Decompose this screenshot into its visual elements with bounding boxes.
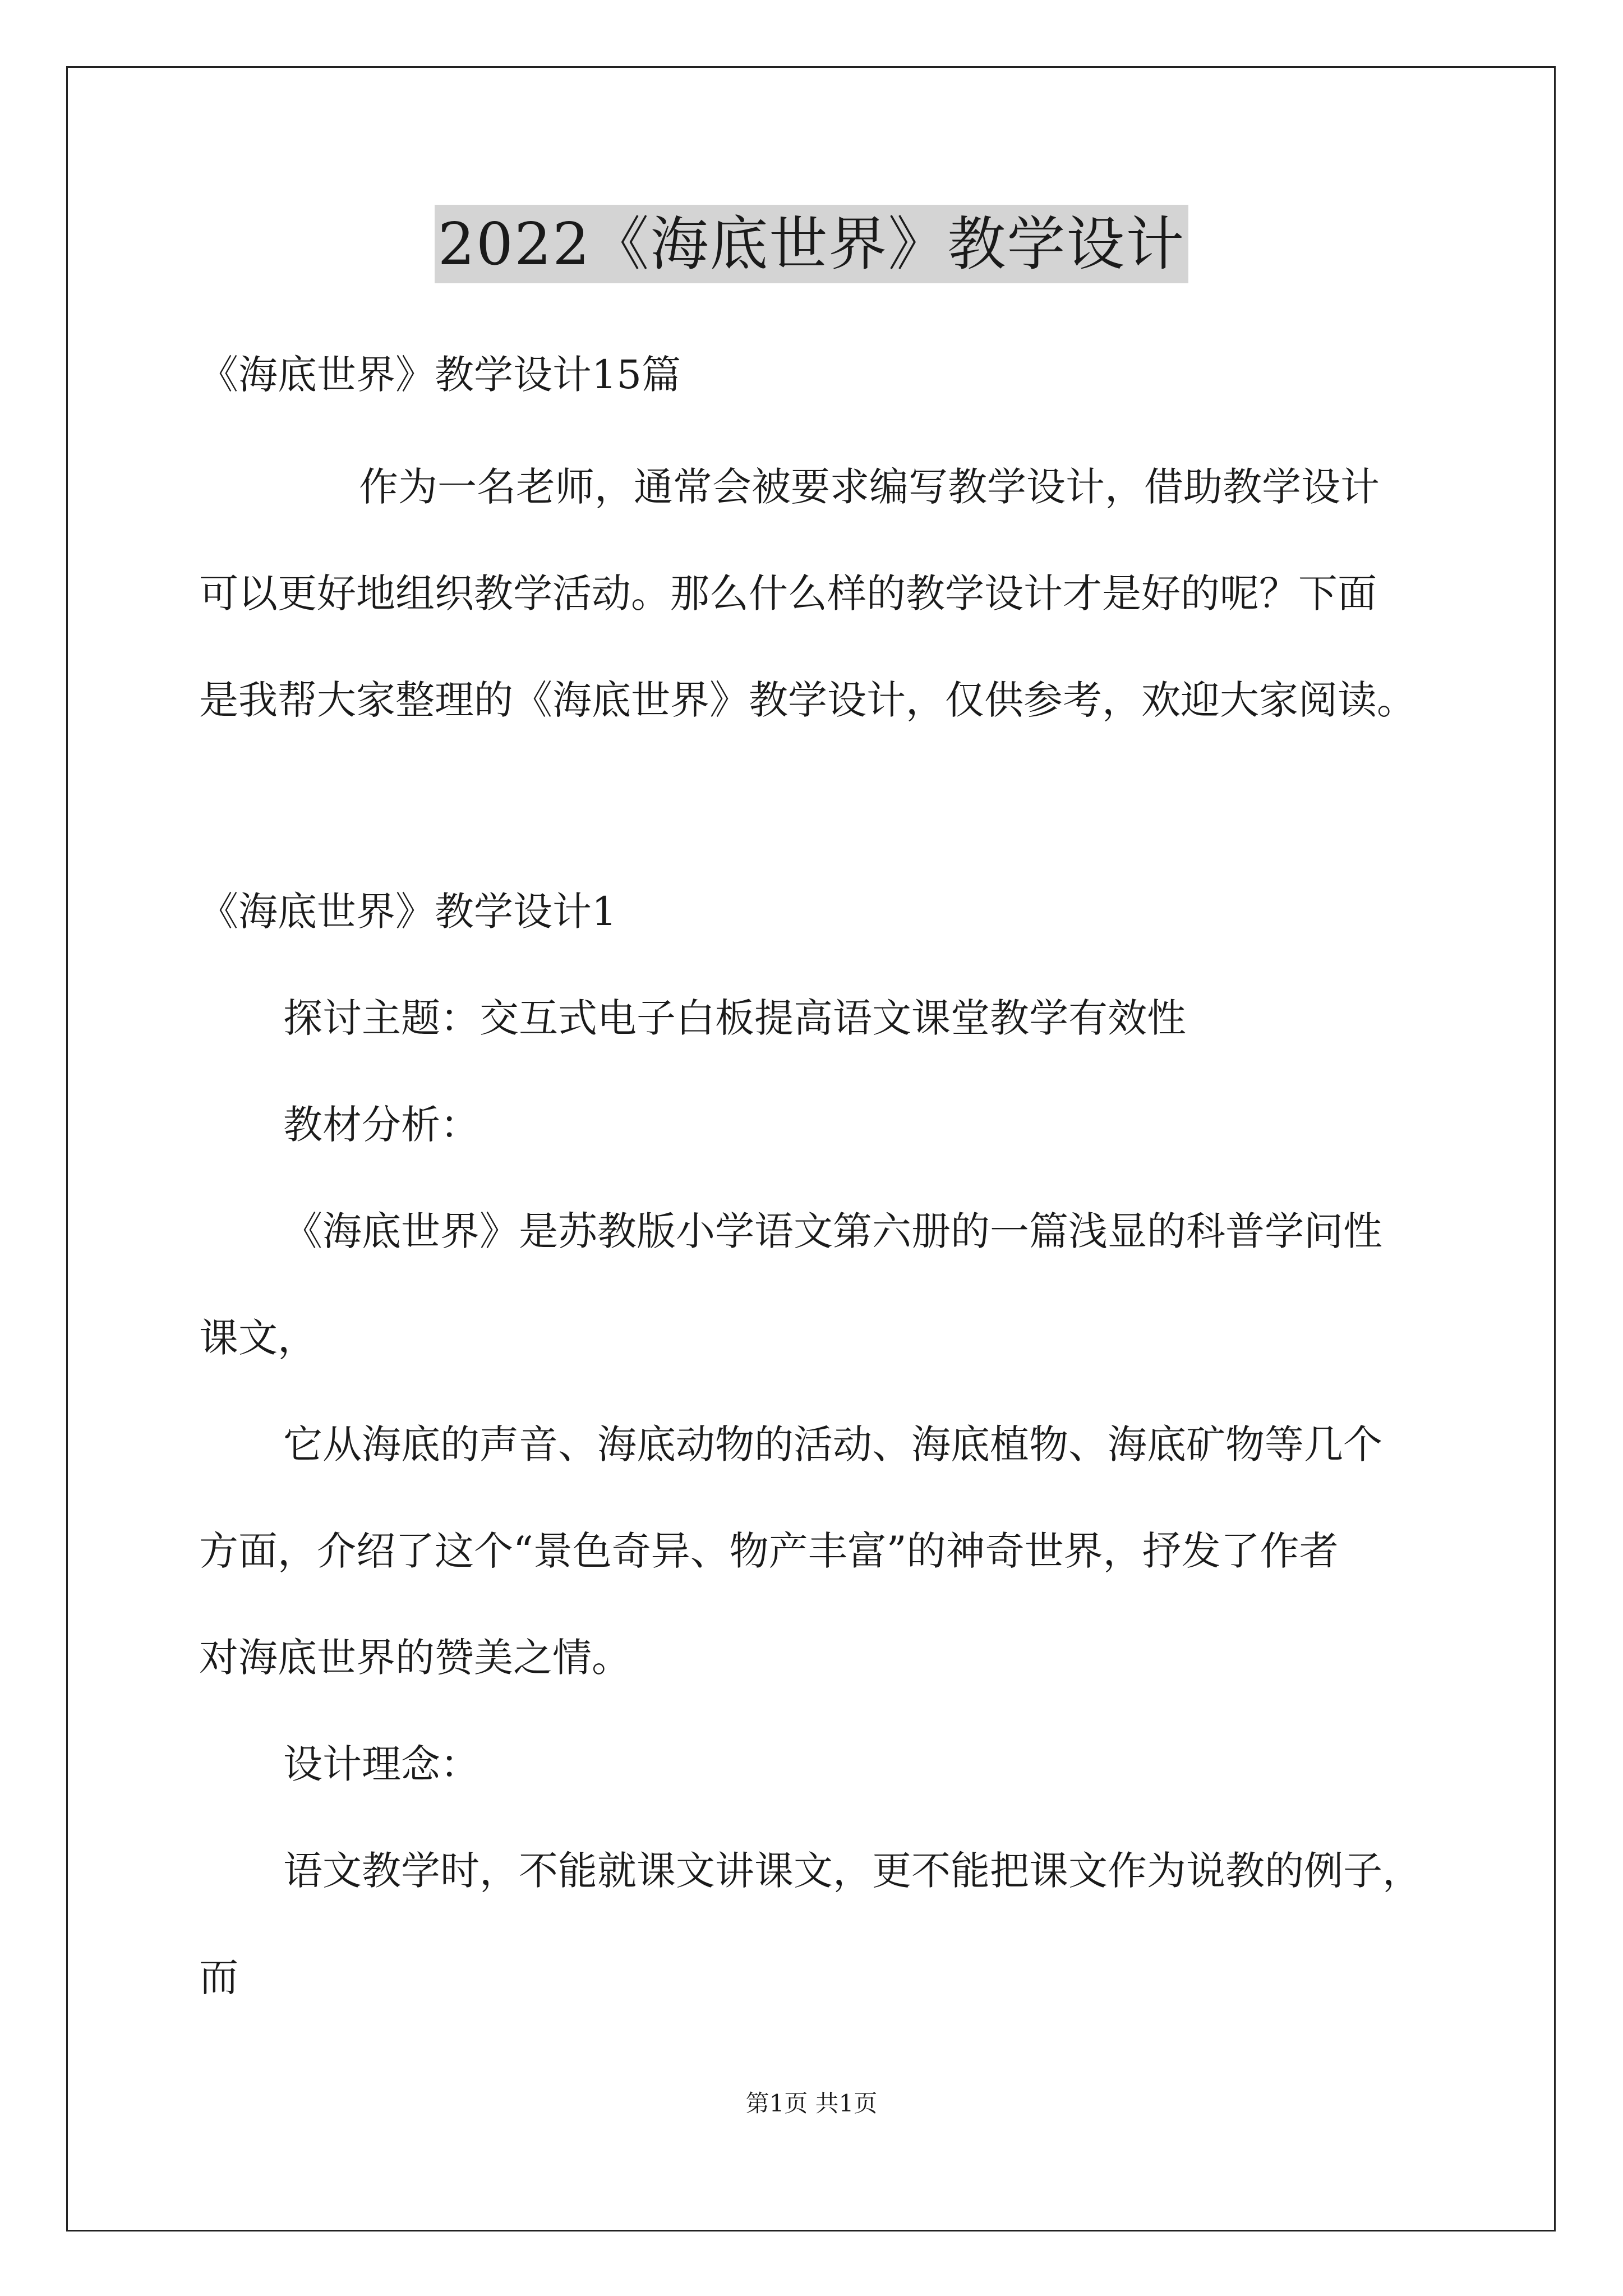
material-line-2: 课文， [199,1315,317,1361]
document-title: 2022《海底世界》教学设计 [435,205,1189,283]
material-line-1: 《海底世界》是苏教版小学语文第六册的一篇浅显的科普学问性 [283,1208,1382,1254]
title-container [0,205,1623,283]
section-heading: 《海底世界》教学设计1 [199,889,617,935]
concept-line-1: 语文教学时，不能就课文讲课文，更不能把课文作为说教的例子， [283,1848,1422,1894]
concept-line-2: 而 [199,1954,238,2000]
content-line-3: 对海底世界的赞美之情。 [199,1635,631,1681]
topic-line: 探讨主题：交互式电子白板提高语文课堂教学有效性 [283,995,1186,1041]
subtitle: 《海底世界》教学设计15篇 [199,352,681,398]
content-line-2: 方面，介绍了这个“景色奇异、物产丰富”的神奇世界，抒发了作者 [199,1528,1339,1574]
concept-label: 设计理念： [283,1741,479,1787]
content-line-1: 它从海底的声音、海底动物的活动、海底植物、海底矿物等几个 [283,1421,1382,1467]
material-label: 教材分析： [283,1102,479,1148]
page-footer: 第1页 共1页 [745,2090,878,2117]
intro-line-2: 可以更好地组织教学活动。那么什么样的教学设计才是好的呢？下面 [199,570,1377,616]
intro-line-1: 作为一名老师，通常会被要求编写教学设计，借助教学设计 [359,464,1380,510]
intro-line-3: 是我帮大家整理的《海底世界》教学设计，仅供参考，欢迎大家阅读。 [199,677,1416,723]
